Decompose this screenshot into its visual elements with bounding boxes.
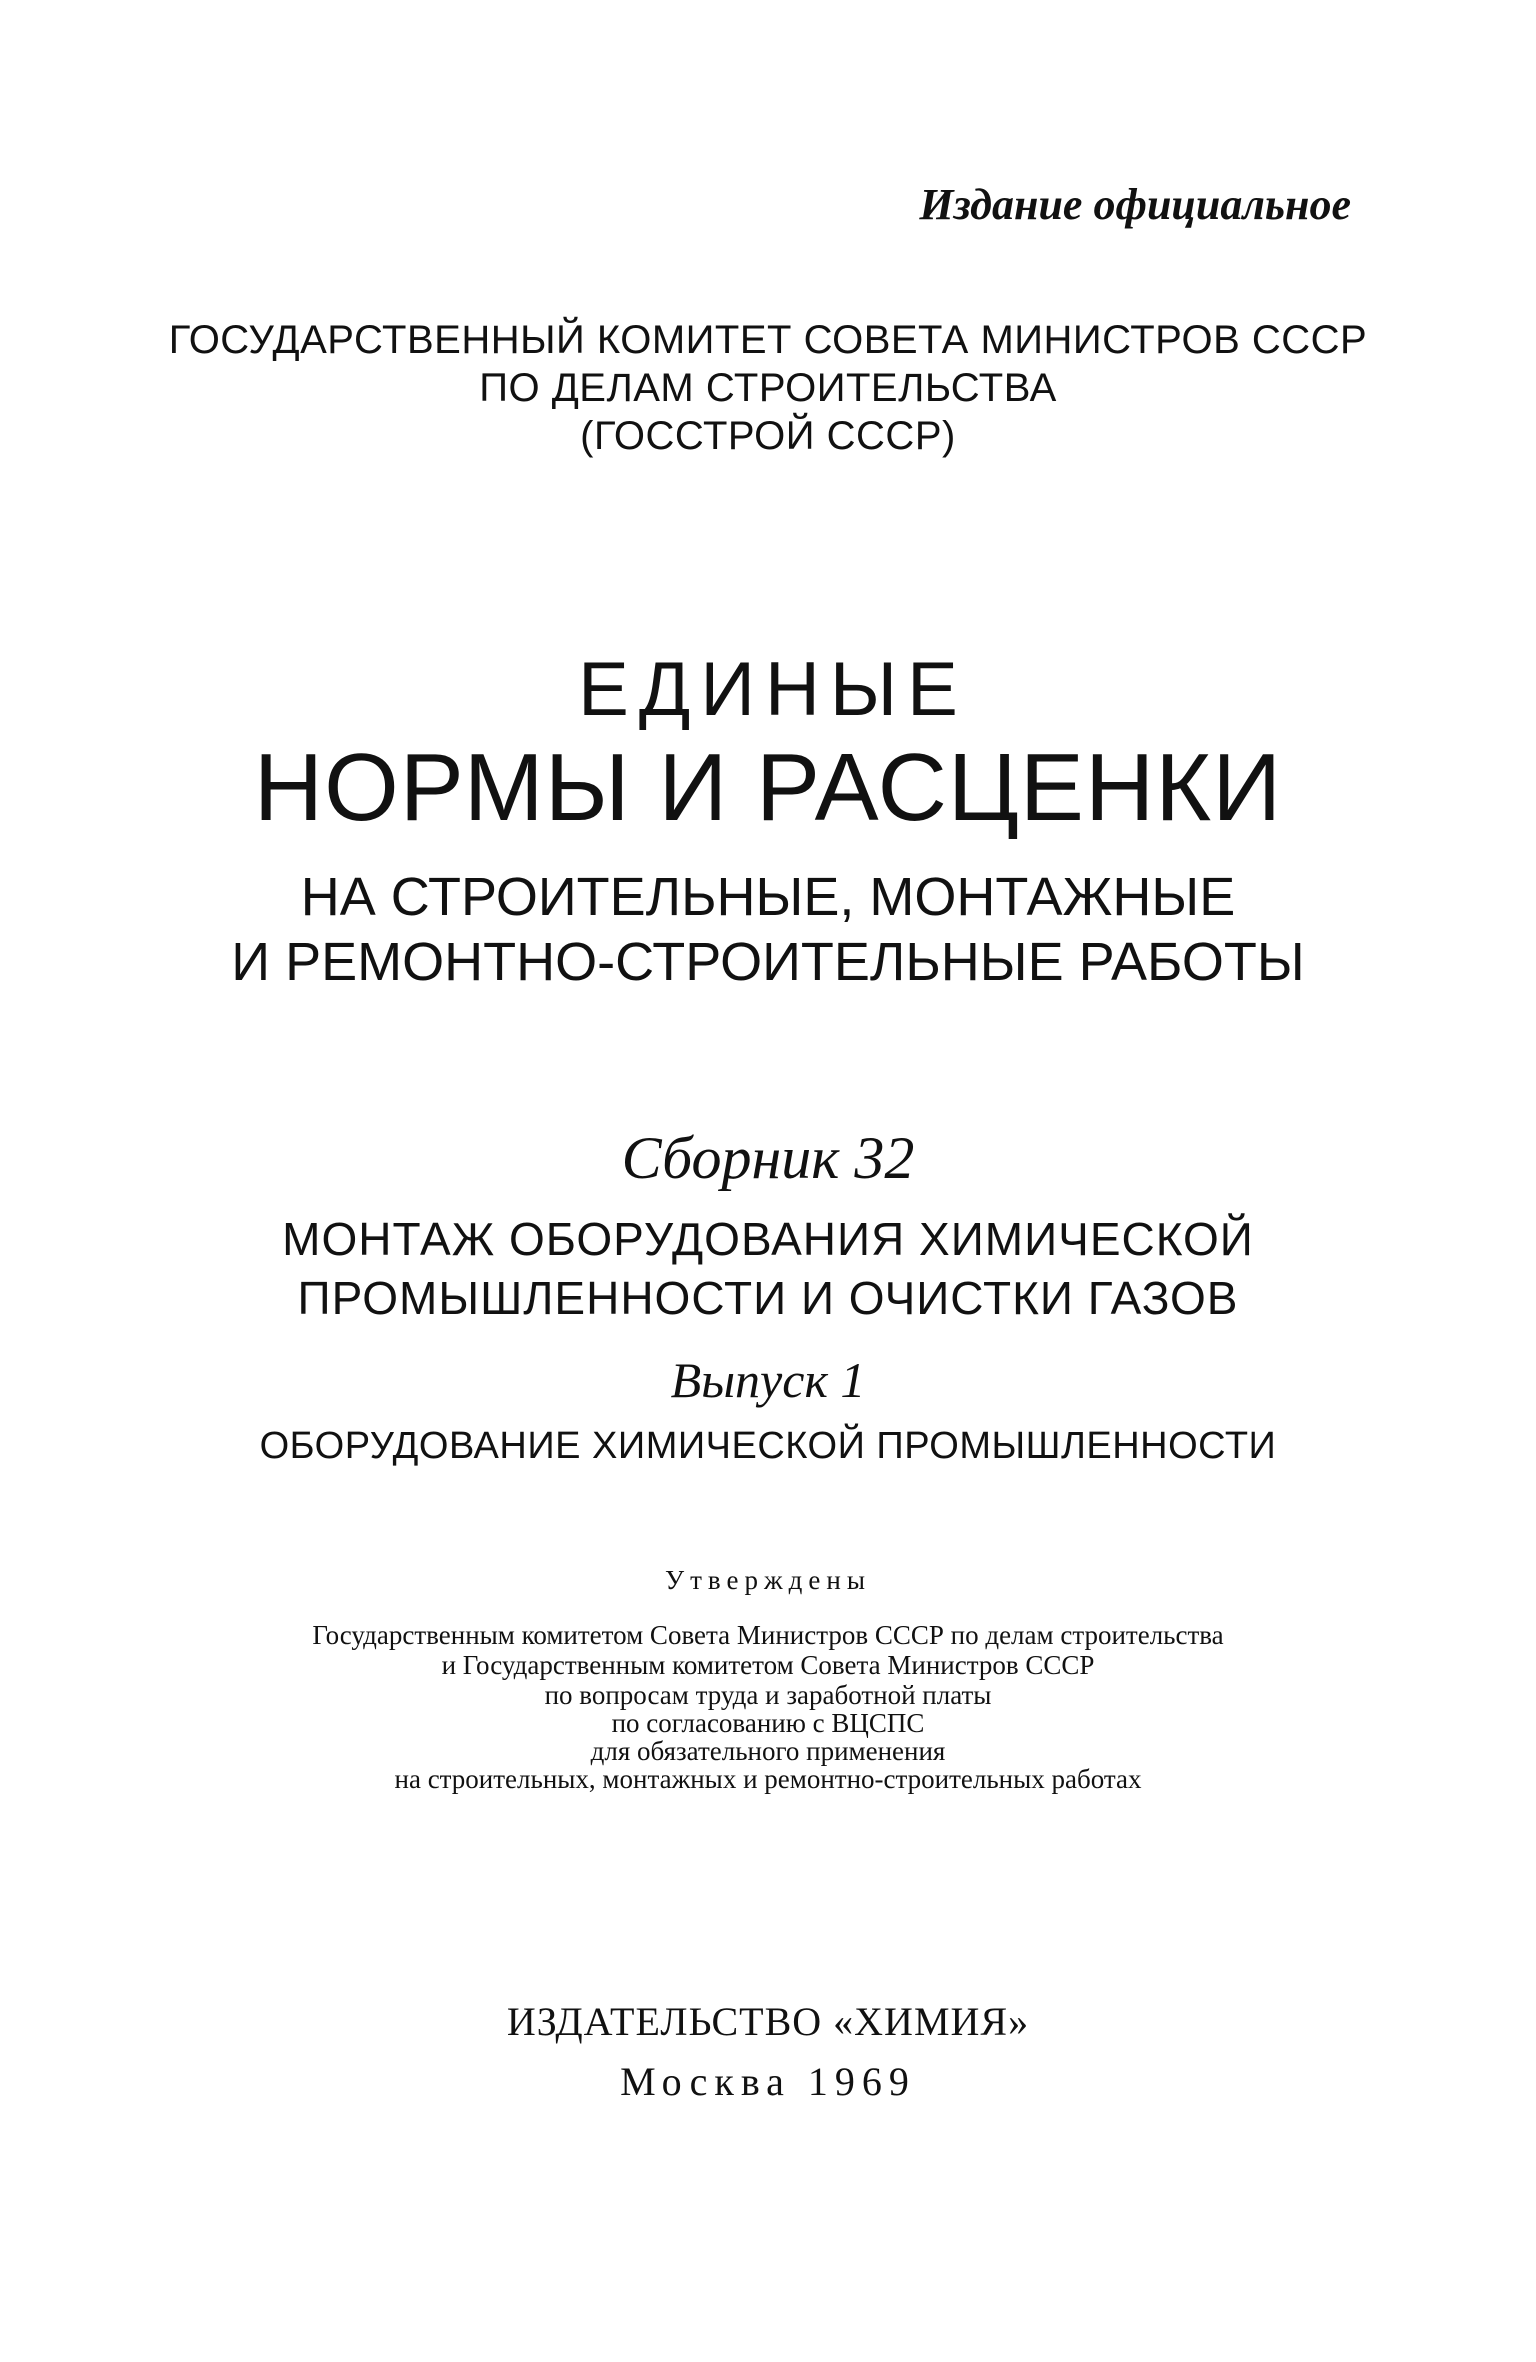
edition-note: Издание официальное <box>919 180 1351 229</box>
collection-title-line: МОНТАЖ ОБОРУДОВАНИЯ ХИМИЧЕСКОЙ <box>282 1213 1254 1265</box>
subtitle-line: НА СТРОИТЕЛЬНЫЕ, МОНТАЖНЫЕ <box>300 867 1236 927</box>
publisher-city-year: Москва 1969 <box>620 2059 916 2104</box>
committee-line: ГОСУДАРСТВЕННЫЙ КОМИТЕТ СОВЕТА МИНИСТРОВ СССР <box>168 318 1368 362</box>
issue-label: Выпуск 1 <box>670 1352 866 1408</box>
approval-heading: Утверждены <box>665 1565 871 1595</box>
subtitle-line: И РЕМОНТНО-СТРОИТЕЛЬНЫЕ РАБОТЫ <box>231 932 1305 992</box>
title-line: НОРМЫ И РАСЦЕНКИ <box>253 734 1283 841</box>
approval-line: на строительных, монтажных и ремонтно-строительных работах <box>394 1764 1142 1794</box>
title-line: ЕДИНЫЕ <box>578 647 968 732</box>
committee-line: (ГОССТРОЙ СССР) <box>580 414 956 458</box>
collection-title-line: ПРОМЫШЛЕННОСТИ И ОЧИСТКИ ГАЗОВ <box>297 1272 1239 1324</box>
approval-line: и Государственным комитетом Совета Министров СССР <box>441 1650 1095 1680</box>
approval-line: по согласованию с ВЦСПС <box>611 1708 925 1738</box>
approval-line: для обязательного применения <box>590 1736 946 1766</box>
collection-label: Сборник 32 <box>621 1125 915 1191</box>
publisher-name: ИЗДАТЕЛЬСТВО «ХИМИЯ» <box>506 1999 1030 2044</box>
approval-line: Государственным комитетом Совета Министров СССР по делам строительства <box>312 1620 1224 1650</box>
committee-line: ПО ДЕЛАМ СТРОИТЕЛЬСТВА <box>479 366 1057 410</box>
issue-title: ОБОРУДОВАНИЕ ХИМИЧЕСКОЙ ПРОМЫШЛЕННОСТИ <box>259 1425 1277 1467</box>
approval-line: по вопросам труда и заработной платы <box>544 1680 992 1710</box>
